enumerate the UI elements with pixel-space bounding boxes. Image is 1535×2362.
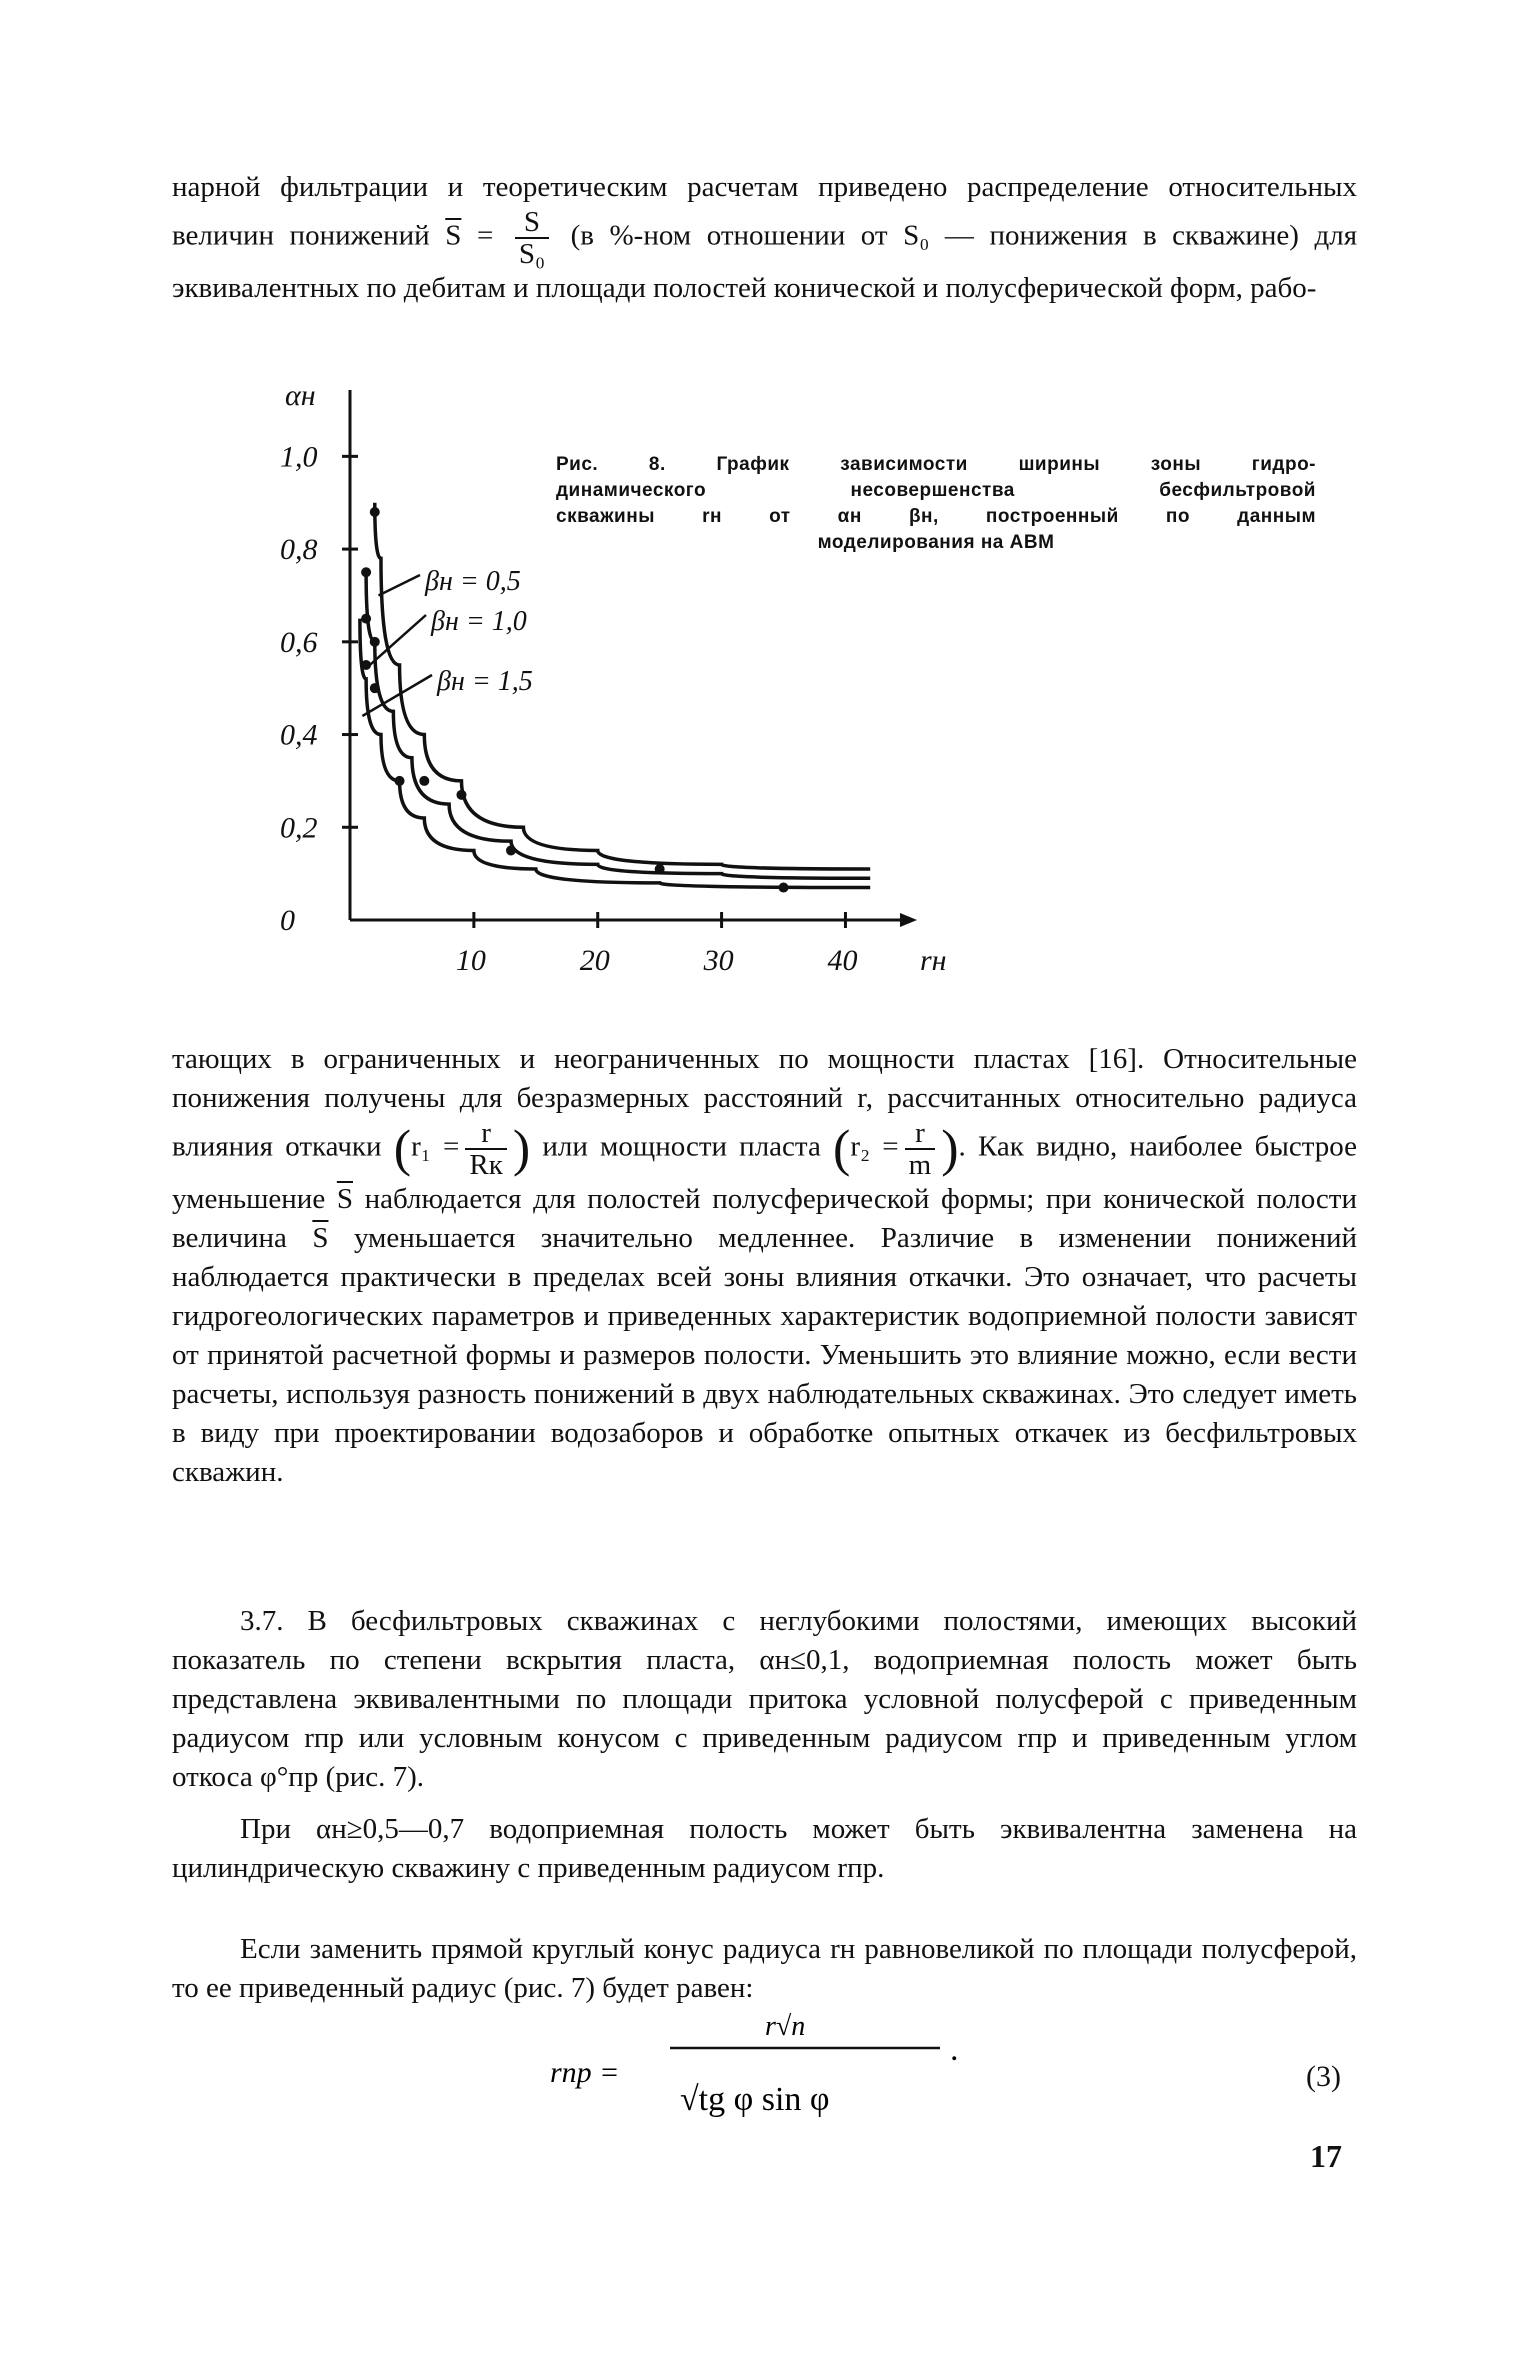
y-tick-label: 0 xyxy=(280,904,295,937)
formula-3 xyxy=(550,2000,1250,2130)
caption-line: скважины rн от αн βн, построенный по данным xyxy=(556,506,1316,527)
caption-line: динамического несовершенства бесфильтровой xyxy=(556,480,1316,501)
data-marker xyxy=(361,567,371,577)
x-axis-arrow xyxy=(900,913,917,927)
paren-close-2: ) xyxy=(941,1120,959,1178)
s-bar-symbol-2: $\overline{S}$ xyxy=(336,1183,353,1215)
results-text-a: тающих в ограниченных и неограниченных по мощности пластах [16]. Относительные понижения получены для безразмерных расстояний r, рассчитанных относительно радиуса влияния откачки xyxy=(172,1043,1357,1163)
r2-lhs: r₂ = xyxy=(850,1130,899,1163)
paragraph-cone: Если заменить прямой круглый конус радиуса rн равновеликой по площади полусферой, то ее приведенный радиус (рис. 7) будет равен: xyxy=(172,1933,1357,2004)
results-mid-text: или мощности пласта xyxy=(542,1130,821,1163)
data-marker xyxy=(419,776,429,786)
formula-lhs: rпр = xyxy=(550,2056,620,2089)
y-axis-label: αн xyxy=(285,379,316,412)
caption-lines xyxy=(556,452,1316,530)
fraction-numerator: S xyxy=(515,207,549,239)
data-marker xyxy=(370,683,380,693)
r1-numerator: r xyxy=(465,1118,506,1150)
x-tick-label: 40 xyxy=(827,944,858,977)
data-marker xyxy=(779,883,789,893)
equals-sign: = xyxy=(476,219,494,252)
intro-tail-text: (в %-ном отношении от S₀ — понижения в скважине) для эквивалентных по дебитам и площади полостей конической и полусферической форм, рабо- xyxy=(172,219,1358,304)
formula-numerator: r√n xyxy=(765,2011,806,2042)
data-marker xyxy=(456,790,466,800)
data-marker xyxy=(655,864,665,874)
series-leader xyxy=(378,575,420,595)
paragraph-results xyxy=(172,1040,1357,1492)
data-marker xyxy=(395,776,405,786)
series-label: βн = 1,5 xyxy=(437,666,533,697)
figure-caption xyxy=(556,452,1316,556)
caption-last-line: моделирования на АВМ xyxy=(817,532,1055,553)
y-tick-label: 1,0 xyxy=(280,440,318,474)
series-label: βн = 0,5 xyxy=(425,566,521,597)
paragraph-3-7: 3.7. В бесфильтровых скважинах с неглубокими полостями, имеющих высокий показатель по степени вскрытия пласта, αн≤0,1, водоприемная полость может быть представлена эквивалентными по площади притока условной полусферой с приведенным радиусом rпр или условным конусом с приведенным радиусом rпр и приведенным углом откоса φ°пр (рис. 7). xyxy=(172,1605,1357,1793)
s-bar-symbol-3: $\overline{S}$ xyxy=(312,1222,329,1254)
data-marker xyxy=(361,614,371,624)
paren-open: ( xyxy=(393,1120,412,1178)
paren-open-2: ( xyxy=(833,1120,851,1178)
intro-text: нарной фильтрации и теоретическим расчетам приведено распределение относительных величин понижений xyxy=(172,171,1357,252)
y-tick-label: 0,6 xyxy=(280,625,318,659)
data-marker xyxy=(361,660,371,670)
y-tick-label: 0,8 xyxy=(280,533,318,567)
equation-number: (3) xyxy=(1306,2060,1341,2093)
paragraph-cylinder: При αн≥0,5—0,7 водоприемная полость может быть эквивалентна заменена на цилиндрическую скважину с приведенным радиусом rпр. xyxy=(172,1813,1357,1884)
formula-tail: . xyxy=(950,2031,959,2068)
x-tick-label: 30 xyxy=(703,944,734,977)
data-marker xyxy=(506,845,516,855)
y-tick-label: 0,4 xyxy=(280,718,318,752)
r1-fraction xyxy=(465,1118,506,1180)
r2-denominator: m xyxy=(908,1149,932,1181)
x-tick-label: 10 xyxy=(455,944,486,977)
r2-numerator: r xyxy=(905,1118,936,1150)
results-text-b: наблюдается для полостей полусферической формы; при конической полости величина xyxy=(172,1183,1357,1254)
x-axis-label: rн xyxy=(920,944,947,977)
results-text-c: уменьшается значительно медленнее. Различие в изменении понижений наблюдается практически в пределах всей зоны влияния откачки. Это означает, что расчеты гидрогеологических параметров и приведенных характеристик водоприемной полости зависят от принятой расчетной формы и размеров полости. Уменьшить это влияние можно, если вести расчеты, используя разность понижений в двух наблюдательных скважинах. Это следует иметь в виду при проектировании водозаборов и обработке опытных откачек из бесфильтровых скважин. xyxy=(172,1222,1358,1488)
x-tick-label: 20 xyxy=(579,944,610,977)
caption-line: Рис. 8. График зависимости ширины зоны гидро- xyxy=(556,454,1316,475)
r1-lhs: r₁ = xyxy=(411,1130,460,1163)
fraction-denominator: S₀ xyxy=(518,238,546,270)
r2-fraction xyxy=(905,1118,936,1180)
formula-denominator: √tg φ sin φ xyxy=(680,2081,830,2118)
data-marker xyxy=(370,637,380,647)
series-curve xyxy=(360,619,870,888)
series-label: βн = 1,0 xyxy=(431,606,527,637)
results-after-text: . Как видно, наиболее быстрое уменьшение xyxy=(172,1130,1358,1215)
r1-denominator: Rк xyxy=(469,1149,503,1181)
y-tick-label: 0,2 xyxy=(280,811,318,845)
data-marker xyxy=(370,507,380,517)
s-bar-symbol: $\overline{S}$ xyxy=(445,219,462,252)
page-number: 17 xyxy=(1310,2138,1342,2174)
series-leader xyxy=(362,675,432,716)
paren-close: ) xyxy=(512,1120,531,1178)
